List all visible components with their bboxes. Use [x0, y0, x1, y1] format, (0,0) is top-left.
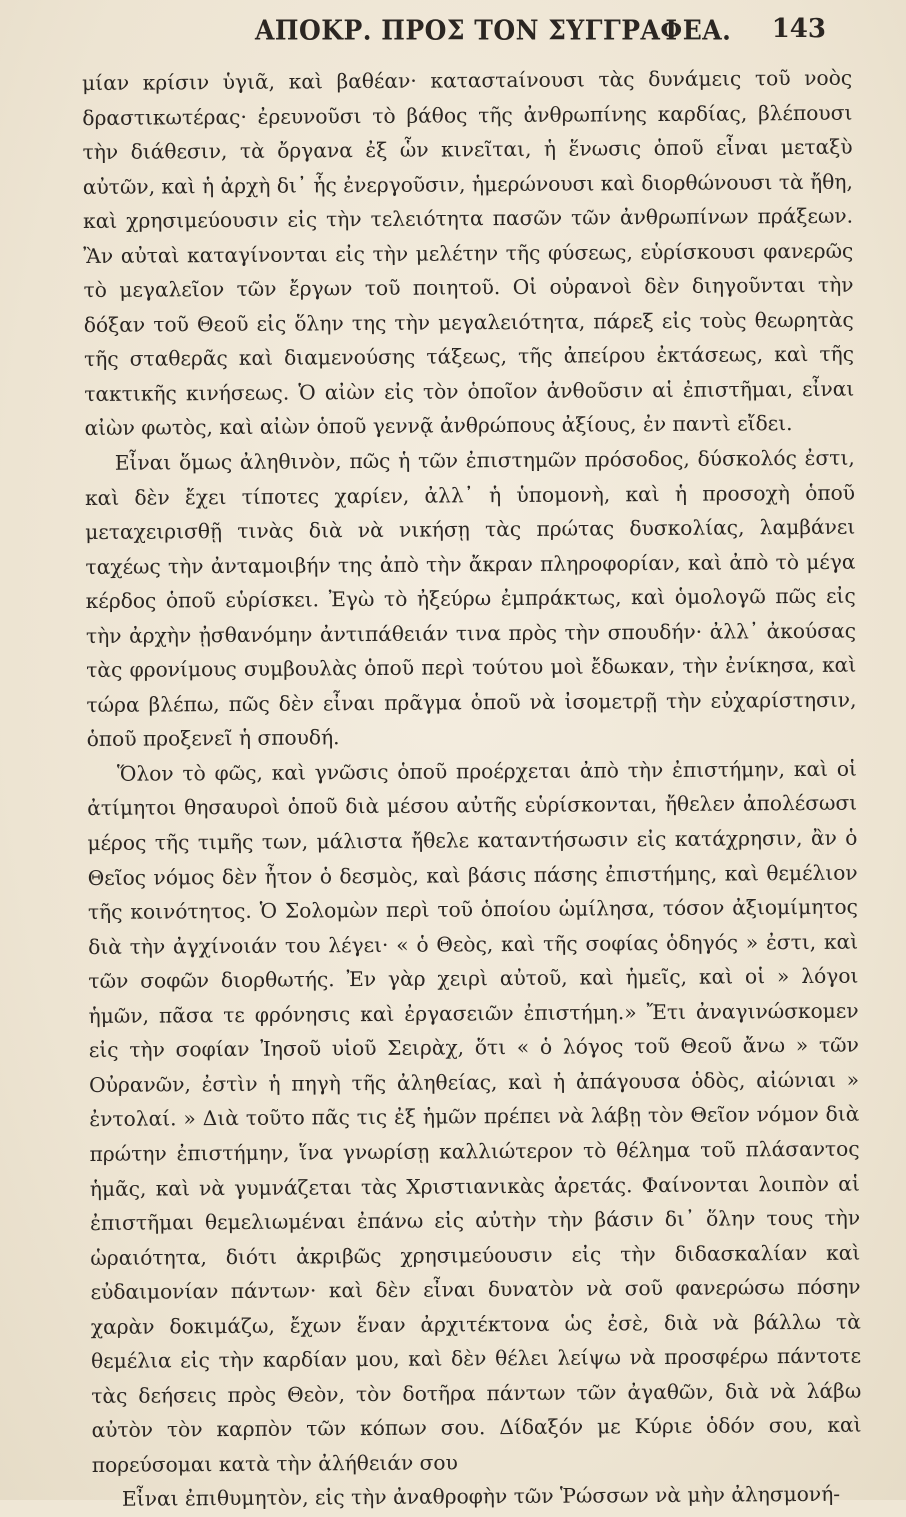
paragraph-3: Ὅλον τὸ φῶς, καὶ γνῶσις ὁποῦ προέρχεται ἀπὸ τὴν ἐπιστήμην, καὶ οἱ ἀτίμητοι θησαυροὶ ὁποῦ διὰ μέσου αὐτῆς εὑρίσκονται, ἤθελεν ἀπολέσωσι μέρος τῆς τιμῆς των, μάλιστα ἤθελε καταντήσωσιν εἰς κατάχρησιν, ἂν ὁ Θεῖος νόμος δὲν ἦτον ὁ δεσμὸς, καὶ βάσις πάσης ἐπιστήμης, καὶ θεμέλιον τῆς κοινότητος. Ὁ Σολομὼν περὶ τοῦ ὁποίου ὡμίλησα, τόσον ἀξιομίμητος διὰ τὴν ἀγχίνοιάν του λέγει· « ὁ Θεὸς, καὶ τῆς σοφίας ὁδηγός » ἐστι, καὶ τῶν σοφῶν διορθωτής. Ἐν γὰρ χειρὶ αὐτοῦ, καὶ ἡμεῖς, καὶ οἱ » λόγοι ἡμῶν, πᾶσα τε φρόνησις καὶ ἐργασειῶν ἐπιστήμη.» Ἔτι ἀναγινώσκομεν εἰς τὴν σοφίαν Ἰησοῦ υἱοῦ Σειρὰχ, ὅτι « ὁ λόγος τοῦ Θεοῦ ἄνω » τῶν Οὐρανῶν, ἐστὶν ἡ πηγὴ τῆς ἀληθείας, καὶ ἡ ἀπάγουσα ὁδὸς, αἰώνιαι » ἐντολαί. » Διὰ τοῦτο πᾶς τις ἐξ ἡμῶν πρέπει νὰ λάβῃ τὸν Θεῖον νόμον διὰ πρώτην ἐπιστήμην, ἵνα γνωρίσῃ καλλιώτερον τὸ θέλημα τοῦ πλάσαντος ἡμᾶς, καὶ νὰ γυμνάζεται τὰς Χριστιανικὰς ἀρετάς. Φαίνονται λοιπὸν αἱ ἐπιστῆμαι θεμελιωμέναι ἐπάνω εἰς αὐτὴν τὴν βάσιν δι᾽ ὅλην τους τὴν ὡραιότητα, διότι ἀκριβῶς χρησιμεύουσιν εἰς τὴν διδασκαλίαν καὶ εὐδαιμονίαν πάντων· καὶ δὲν εἶναι δυνατὸν νὰ σοῦ φανερώσω πόσην χαρὰν δοκιμάζω, ἔχων ἕναν ἀρχιτέκτονα ὡς ἐσὲ, διὰ νὰ βάλλω τὰ θεμέλια εἰς τὴν καρδίαν μου, καὶ δὲν θέλει λείψω νὰ προσφέρω πάντοτε τὰς δεήσεις πρὸς Θεὸν, τὸν δοτῆρα πάντων τῶν ἀγαθῶν, διὰ νὰ λάβω αὐτὸν τὸν καρπὸν τῶν κόπων σου. Δίδαξόν με Κύριε ὁδόν σου, καὶ πορεύσομαι κατὰ τὴν ἀλήθειάν σου — [87, 756, 862, 1477]
paragraph-2: Εἶναι ὅμως ἀληθινὸν, πῶς ἡ τῶν ἐπιστημῶν πρόσοδος, δύσκολός ἐστι, καὶ δὲν ἔχει τίποτες χαρίεν, ἀλλ᾽ ἡ ὑπομονὴ, καὶ ἡ προσοχὴ ὁποῦ μεταχειρισθῇ τινὰς διὰ νὰ νικήσῃ τὰς πρώτας δυσκολίας, λαμβάνει ταχέως τὴν ἀνταμοιβήν της ἀπὸ τὴν ἄκραν πληροφορίαν, καὶ ἀπὸ τὸ μέγα κέρδος ὁποῦ εὑρίσκει. Ἐγὼ τὸ ἠξεύρω ἐμπράκτως, καὶ ὁμολογῶ πῶς εἰς τὴν ἀρχὴν ᾐσθανόμην ἀντιπάθειάν τινα πρὸς τὴν σπουδήν· ἀλλ᾽ ἀκούσας τὰς φρονίμους συμβουλὰς ὁποῦ περὶ τούτου μοὶ ἔδωκαν, τὴν ἐνίκησα, καὶ τώρα βλέπω, πῶς δὲν εἶναι πρᾶγμα ὁποῦ νὰ ἰσομετρῇ τὴν εὐχαρίστησιν, ὁποῦ προξενεῖ ἡ σπουδή. — [84, 445, 857, 752]
page-number: 143 — [771, 14, 826, 44]
body-text — [82, 61, 862, 1517]
page-header — [255, 10, 826, 50]
paragraph-1: μίαν κρίσιν ὑγιᾶ, καὶ βαθέαν· καταστaίνουσι τὰς δυνάμεις τοῦ νοὸς δραστικωτέρας· ἐρευνοῦσι τὸ βάθος τῆς ἀνθρωπίνης καρδίας, βλέπουσι τὴν διάθεσιν, τὰ ὄργανα ἐξ ὧν κινεῖται, ἡ ἕνωσις ὁποῦ εἶναι μεταξὺ αὐτῶν, καὶ ἡ ἀρχὴ δι᾽ ἧς ἐνεργοῦσιν, ἡμερώνουσι καὶ διορθώνουσι τὰ ἤθη, καὶ χρησιμεύουσιν εἰς τὴν τελειότητα πασῶν τῶν ἀνθρωπίνων πράξεων. Ἂν αὐταὶ καταγίνονται εἰς τὴν μελέτην τῆς φύσεως, εὑρίσκουσι φανερῶς τὸ μεγαλεῖον τῶν ἔργων τοῦ ποιητοῦ. Οἱ οὐρανοὶ δὲν διηγοῦνται τὴν δόξαν τοῦ Θεοῦ εἰς ὅλην της τὴν μεγαλειότητα, πάρεξ εἰς τοὺς θεωρητὰς τῆς σταθερᾶς καὶ διαμενούσης τάξεως, τῆς ἀπείρου ἐκτάσεως, καὶ τῆς τακτικῆς κινήσεως. Ὁ αἰὼν εἰς τὸν ὁποῖον ἀνθοῦσιν αἱ ἐπιστῆμαι, εἶναι αἰὼν φωτὸς, καὶ αἰὼν ὁποῦ γεννᾷ ἀνθρώπους ἀξίους, ἐν παντὶ εἴδει. — [82, 65, 855, 441]
paragraph-4: Εἶναι ἐπιθυμητὸν, εἰς τὴν ἀναθροφὴν τῶν Ῥώσσων νὰ μὴν ἀλησμονή- — [121, 1482, 841, 1512]
running-title: ΑΠΟΚΡ. ΠΡΟΣ ΤΟΝ ΣΥΓΓΡΑΦΕΑ. — [255, 14, 732, 47]
